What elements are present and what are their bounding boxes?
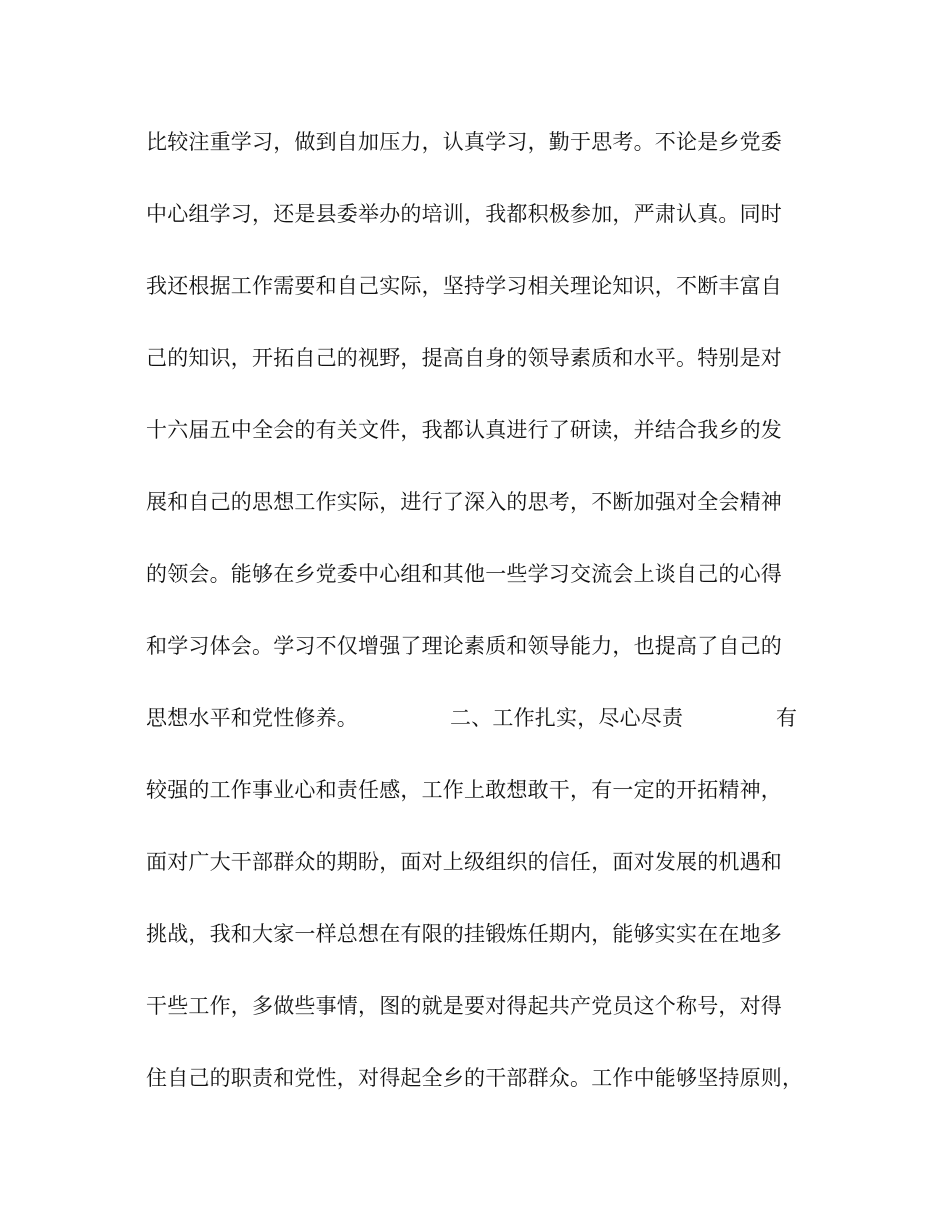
text-line: 干些工作，多做些事情，图的就是要对得起共产党员这个称号，对得	[146, 994, 782, 1018]
text-fragment: 思想水平和党性修养。	[146, 706, 358, 730]
text-line: 我还根据工作需要和自己实际，坚持学习相关理论知识，不断丰富自	[146, 274, 782, 298]
text-fragment: 有	[776, 706, 798, 730]
text-line: 展和自己的思想工作实际，进行了深入的思考，不断加强对全会精神	[146, 490, 782, 514]
section-heading: 二、工作扎实，尽心尽责	[450, 706, 684, 730]
text-line: 面对广大干部群众的期盼，面对上级组织的信任，面对发展的机遇和	[146, 850, 782, 874]
text-line: 住自己的职责和党性，对得起全乡的干部群众。工作中能够坚持原则，	[146, 1066, 804, 1090]
text-line: 比较注重学习，做到自加压力，认真学习，勤于思考。不论是乡党委	[146, 130, 782, 154]
text-line: 中心组学习，还是县委举办的培训，我都积极参加，严肃认真。同时	[146, 202, 782, 226]
text-line-with-heading	[146, 698, 806, 770]
text-line: 十六届五中全会的有关文件，我都认真进行了研读，并结合我乡的发	[146, 418, 782, 442]
text-line: 的领会。能够在乡党委中心组和其他一些学习交流会上谈自己的心得	[146, 562, 782, 586]
text-line: 挑战，我和大家一样总想在有限的挂锻炼任期内，能够实实在在地多	[146, 922, 782, 946]
text-line: 较强的工作事业心和责任感，工作上敢想敢干，有一定的开拓精神，	[146, 778, 782, 802]
body-text	[146, 122, 806, 1130]
text-line: 己的知识，开拓自己的视野，提高自身的领导素质和水平。特别是对	[146, 346, 782, 370]
text-line: 和学习体会。学习不仅增强了理论素质和领导能力，也提高了自己的	[146, 634, 782, 658]
